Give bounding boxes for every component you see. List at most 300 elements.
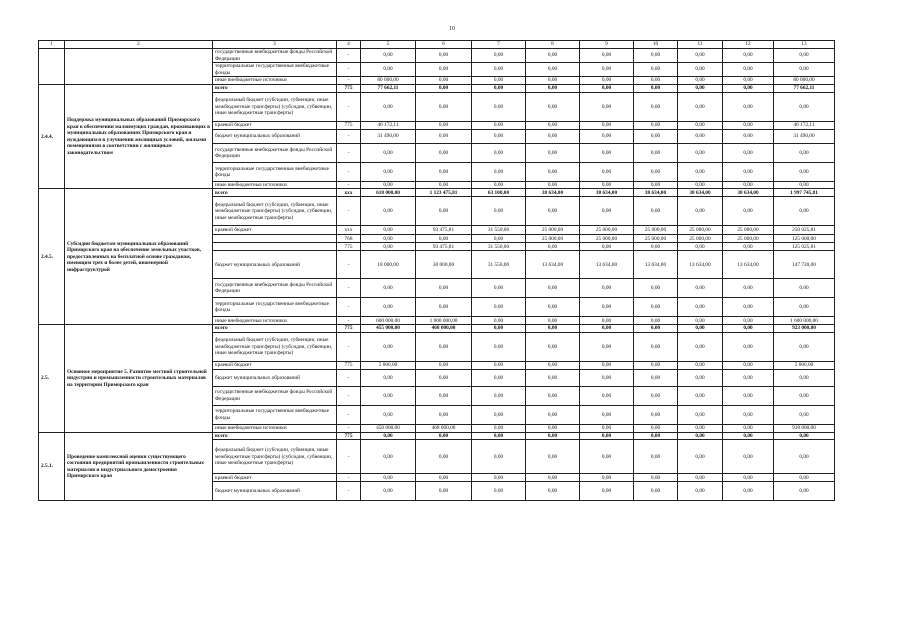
year-value: 0,00 (634, 144, 678, 163)
year-value: 0,00 (678, 386, 723, 405)
year-value: 0,00 (472, 440, 526, 474)
year-value: 0,00 (472, 49, 526, 63)
funding-source: краевой бюджет (213, 122, 337, 130)
year-value: 0,00 (416, 405, 472, 424)
year-value: 0,00 (723, 482, 774, 501)
year-value: 0,00 (416, 163, 472, 182)
year-value: 0,00 (472, 163, 526, 182)
total-value: 5 000,00 (774, 361, 835, 369)
item-name: Основное мероприятие 5. Развитие местной строительной индустрии и промышленности строительных материалов на территории Приморского края (65, 325, 213, 432)
year-value: 0,00 (526, 424, 580, 432)
year-value: 0,00 (361, 440, 416, 474)
year-value: 0,00 (723, 332, 774, 361)
total-value: 125 000,00 (774, 235, 835, 243)
year-value: 0,00 (472, 432, 526, 439)
column-header-4: 4 (337, 41, 361, 49)
funding-source: иные внебюджетные источники (213, 317, 337, 325)
year-value: 18 000,00 (361, 251, 416, 279)
funding-source: иные внебюджетные источники (213, 424, 337, 432)
total-value: 0,00 (774, 197, 835, 226)
budget-code: - (337, 298, 361, 317)
budget-code: - (337, 197, 361, 226)
year-value: 0,00 (526, 77, 580, 85)
year-value: 38 634,00 (580, 189, 634, 197)
year-value: 0,00 (723, 163, 774, 182)
year-value: 0,00 (678, 317, 723, 325)
column-header-8: 8 (526, 41, 580, 49)
year-value: 0,00 (723, 386, 774, 405)
year-value: 0,00 (580, 424, 634, 432)
year-value: 0,00 (472, 85, 526, 93)
funding-source: федеральный бюджет (субсидии, субвенции, иные межбюджетные трансферты) (субсидии, субвенции, иные межбюджетные трансферты) (213, 332, 337, 361)
budget-code: - (337, 386, 361, 405)
funding-source: государственные внебюджетные фонды Российской Федерации (213, 279, 337, 298)
year-value: 0,00 (361, 405, 416, 424)
budget-code: - (337, 369, 361, 386)
year-value: 0,00 (472, 144, 526, 163)
funding-source: территориальные государственные внебюджетные фонды (213, 63, 337, 77)
year-value: 0,00 (526, 130, 580, 144)
year-value: 0,00 (361, 235, 416, 243)
year-value: 0,00 (580, 482, 634, 501)
year-value: 0,00 (472, 325, 526, 332)
year-value: 0,00 (526, 325, 580, 332)
year-value: 0,00 (634, 317, 678, 325)
budget-code: 775 (337, 85, 361, 93)
year-value: 0,00 (580, 163, 634, 182)
year-value: 0,00 (634, 77, 678, 85)
year-value: 0,00 (472, 405, 526, 424)
total-value: 0,00 (774, 474, 835, 482)
item-number: 2.5. (39, 325, 65, 432)
year-value: 0,00 (580, 298, 634, 317)
year-value: 0,00 (580, 130, 634, 144)
year-value: 0,00 (361, 226, 416, 235)
year-value: 0,00 (526, 440, 580, 474)
year-value: 13 634,00 (678, 251, 723, 279)
year-value: 0,00 (416, 369, 472, 386)
total-value: 0,00 (774, 386, 835, 405)
column-header-6: 6 (416, 41, 472, 49)
funding-source: всего (213, 432, 337, 439)
year-value: 0,00 (580, 369, 634, 386)
year-value: 13 634,00 (634, 251, 678, 279)
year-value: 0,00 (526, 93, 580, 122)
budget-code: - (337, 482, 361, 501)
year-value: 0,00 (472, 130, 526, 144)
year-value: 0,00 (634, 93, 678, 122)
year-value: 0,00 (580, 279, 634, 298)
year-value: 0,00 (580, 432, 634, 439)
year-value: 0,00 (678, 440, 723, 474)
year-value: 0,00 (580, 317, 634, 325)
budget-code: 775 (337, 243, 361, 251)
year-value: 0,00 (678, 482, 723, 501)
budget-code: - (337, 144, 361, 163)
year-value: 0,00 (723, 317, 774, 325)
table-row (39, 432, 835, 439)
year-value: 0,00 (634, 424, 678, 432)
year-value: 0,00 (634, 197, 678, 226)
year-value: 0,00 (526, 144, 580, 163)
year-value: 0,00 (416, 235, 472, 243)
year-value: 0,00 (472, 63, 526, 77)
year-value: 0,00 (580, 77, 634, 85)
year-value: 0,00 (361, 482, 416, 501)
year-value: 0,00 (634, 474, 678, 482)
column-header-7: 7 (472, 41, 526, 49)
year-value: 25 000,00 (723, 226, 774, 235)
year-value: 0,00 (723, 432, 774, 439)
year-value: 0,00 (634, 386, 678, 405)
year-value: 0,00 (472, 235, 526, 243)
year-value: 0,00 (723, 440, 774, 474)
funding-source: иные внебюджетные источники (213, 77, 337, 85)
total-value: 0,00 (774, 332, 835, 361)
budget-code: - (337, 182, 361, 189)
year-value: 0,00 (526, 63, 580, 77)
year-value: 13 634,00 (580, 251, 634, 279)
year-value: 0,00 (472, 93, 526, 122)
budget-code: - (337, 405, 361, 424)
year-value: 0,00 (634, 85, 678, 93)
budget-code: 775 (337, 361, 361, 369)
year-value: 38 634,00 (526, 189, 580, 197)
table-row (39, 325, 835, 332)
year-value: 0,00 (723, 243, 774, 251)
year-value: 0,00 (580, 361, 634, 369)
header-row (39, 41, 835, 49)
year-value: 0,00 (526, 482, 580, 501)
year-value: 0,00 (416, 279, 472, 298)
year-value: 0,00 (472, 361, 526, 369)
budget-code: - (337, 130, 361, 144)
year-value: 468 000,00 (416, 424, 472, 432)
year-value: 25 000,00 (526, 235, 580, 243)
funding-source (213, 235, 337, 243)
year-value: 25 000,00 (526, 226, 580, 235)
total-value: 250 025,81 (774, 226, 835, 235)
year-value: 0,00 (580, 405, 634, 424)
year-value: 0,00 (526, 243, 580, 251)
year-value: 0,00 (416, 130, 472, 144)
year-value: 0,00 (723, 369, 774, 386)
year-value: 0,00 (678, 361, 723, 369)
budget-code: - (337, 317, 361, 325)
budget-code: - (337, 77, 361, 85)
total-value: 125 025,81 (774, 243, 835, 251)
year-value: 0,00 (580, 93, 634, 122)
budget-code: - (337, 163, 361, 182)
year-value: 80 000,00 (361, 77, 416, 85)
year-value: 0,00 (472, 317, 526, 325)
year-value: 0,00 (723, 361, 774, 369)
year-value: 0,00 (526, 279, 580, 298)
year-value: 0,00 (472, 424, 526, 432)
column-header-3: 3 (213, 41, 337, 49)
budget-code: - (337, 279, 361, 298)
year-value: 0,00 (416, 332, 472, 361)
year-value: 0,00 (723, 325, 774, 332)
total-value: 46 172,11 (774, 122, 835, 130)
year-value: 0,00 (472, 182, 526, 189)
year-value: 0,00 (678, 424, 723, 432)
year-value: 0,00 (416, 144, 472, 163)
table-row (39, 85, 835, 93)
funding-source: краевой бюджет (213, 474, 337, 482)
year-value: 0,00 (361, 279, 416, 298)
funding-source: территориальные государственные внебюджетные фонды (213, 298, 337, 317)
budget-code: - (337, 63, 361, 77)
total-value: 80 000,00 (774, 77, 835, 85)
year-value: 0,00 (526, 332, 580, 361)
item-name (65, 49, 213, 85)
year-value: 0,00 (723, 197, 774, 226)
year-value: 0,00 (678, 332, 723, 361)
total-value: 0,00 (774, 63, 835, 77)
total-value: 0,00 (774, 49, 835, 63)
year-value: 0,00 (723, 77, 774, 85)
year-value: 600 000,00 (361, 317, 416, 325)
year-value: 0,00 (580, 243, 634, 251)
year-value: 0,00 (634, 279, 678, 298)
year-value: 0,00 (472, 369, 526, 386)
budget-code: - (337, 474, 361, 482)
funding-source: федеральный бюджет (субсидии, субвенции, иные межбюджетные трансферты) (субсидии, субвенции, иные межбюджетные трансферты) (213, 440, 337, 474)
year-value: 0,00 (678, 405, 723, 424)
total-value: 0,00 (774, 432, 835, 439)
funding-source: государственные внебюджетные фонды Российской Федерации (213, 386, 337, 405)
year-value: 0,00 (634, 432, 678, 439)
year-value: 0,00 (723, 63, 774, 77)
year-value: 0,00 (416, 93, 472, 122)
item-number: 2.5.1. (39, 432, 65, 500)
funding-source: всего (213, 325, 337, 332)
year-value: 0,00 (580, 386, 634, 405)
year-value: 63 100,00 (472, 189, 526, 197)
year-value: 0,00 (361, 49, 416, 63)
year-value: 0,00 (634, 440, 678, 474)
year-value: 13 634,00 (723, 251, 774, 279)
year-value: 0,00 (678, 144, 723, 163)
year-value: 0,00 (723, 85, 774, 93)
total-value: 1 997 745,81 (774, 189, 835, 197)
funding-source: территориальные государственные внебюджетные фонды (213, 163, 337, 182)
year-value: 0,00 (526, 163, 580, 182)
year-value: 0,00 (526, 298, 580, 317)
year-value: 0,00 (526, 182, 580, 189)
budget-code: - (337, 93, 361, 122)
item-number: 2.4.5. (39, 189, 65, 325)
year-value: 25 000,00 (678, 226, 723, 235)
year-value: 77 662,11 (361, 85, 416, 93)
year-value: 0,00 (580, 49, 634, 63)
year-value: 0,00 (526, 405, 580, 424)
table-body (39, 49, 835, 501)
total-value: 0,00 (774, 163, 835, 182)
year-value: 0,00 (634, 332, 678, 361)
year-value: 0,00 (526, 122, 580, 130)
year-value: 0,00 (472, 197, 526, 226)
funding-source: всего (213, 85, 337, 93)
year-value: 0,00 (678, 182, 723, 189)
year-value: 0,00 (678, 63, 723, 77)
column-header-5: 5 (361, 41, 416, 49)
year-value: 0,00 (472, 122, 526, 130)
year-value: 0,00 (416, 197, 472, 226)
year-value: 0,00 (634, 325, 678, 332)
year-value: 0,00 (361, 332, 416, 361)
year-value: 0,00 (678, 474, 723, 482)
column-header-2: 2 (65, 41, 213, 49)
year-value: 0,00 (678, 298, 723, 317)
total-value: 1 600 000,00 (774, 317, 835, 325)
year-value: 0,00 (678, 85, 723, 93)
year-value: 0,00 (472, 279, 526, 298)
year-value: 31 550,00 (472, 226, 526, 235)
year-value: 0,00 (678, 163, 723, 182)
year-value: 0,00 (472, 77, 526, 85)
total-value: 0,00 (774, 405, 835, 424)
year-value: 0,00 (634, 405, 678, 424)
year-value: 0,00 (526, 85, 580, 93)
year-value: 25 000,00 (678, 235, 723, 243)
funding-source: бюджет муниципальных образований (213, 482, 337, 501)
year-value: 0,00 (580, 325, 634, 332)
year-value: 0,00 (678, 130, 723, 144)
year-value: 0,00 (678, 369, 723, 386)
year-value: 5 000,00 (361, 361, 416, 369)
year-value: 0,00 (723, 405, 774, 424)
total-value: 31 490,00 (774, 130, 835, 144)
column-header-11: 11 (678, 41, 723, 49)
budget-code: - (337, 251, 361, 279)
year-value: 0,00 (416, 49, 472, 63)
year-value: 0,00 (723, 144, 774, 163)
total-value: 918 000,00 (774, 424, 835, 432)
year-value: 0,00 (723, 122, 774, 130)
year-value: 31 550,00 (472, 251, 526, 279)
funding-source (213, 243, 337, 251)
year-value: 0,00 (416, 361, 472, 369)
year-value: 0,00 (361, 474, 416, 482)
year-value: 38 634,00 (678, 189, 723, 197)
year-value: 0,00 (472, 482, 526, 501)
year-value: 0,00 (634, 130, 678, 144)
budget-code: 775 (337, 432, 361, 439)
funding-source: государственные внебюджетные фонды Российской Федерации (213, 49, 337, 63)
column-header-12: 12 (723, 41, 774, 49)
table-row (39, 49, 835, 63)
year-value: 0,00 (678, 49, 723, 63)
year-value: 0,00 (361, 369, 416, 386)
year-value: 0,00 (472, 332, 526, 361)
year-value: 0,00 (634, 182, 678, 189)
page-number: 10 (449, 26, 455, 32)
year-value: 0,00 (416, 85, 472, 93)
year-value: 0,00 (526, 369, 580, 386)
year-value: 0,00 (723, 298, 774, 317)
year-value: 93 475,81 (416, 243, 472, 251)
year-value: 0,00 (634, 163, 678, 182)
budget-code: - (337, 440, 361, 474)
year-value: 0,00 (634, 122, 678, 130)
year-value: 468 000,00 (416, 325, 472, 332)
year-value: 0,00 (416, 474, 472, 482)
budget-code: 775 (337, 122, 361, 130)
budget-code: - (337, 332, 361, 361)
year-value: 30 000,00 (416, 251, 472, 279)
year-value: 25 000,00 (634, 235, 678, 243)
year-value: 0,00 (580, 144, 634, 163)
year-value: 0,00 (580, 440, 634, 474)
year-value: 0,00 (580, 474, 634, 482)
year-value: 93 475,81 (416, 226, 472, 235)
total-value: 923 000,00 (774, 325, 835, 332)
total-value: 0,00 (774, 93, 835, 122)
year-value: 0,00 (678, 325, 723, 332)
total-value: 0,00 (774, 440, 835, 474)
year-value: 0,00 (361, 298, 416, 317)
year-value: 0,00 (472, 298, 526, 317)
funding-source: всего (213, 189, 337, 197)
funding-source: федеральный бюджет (субсидии, субвенции, иные межбюджетные трансферты) (субсидии, субвенции, иные межбюджетные трансферты) (213, 197, 337, 226)
year-value: 0,00 (634, 361, 678, 369)
year-value: 38 634,00 (723, 189, 774, 197)
year-value: 0,00 (580, 197, 634, 226)
year-value: 25 000,00 (580, 235, 634, 243)
year-value: 0,00 (361, 93, 416, 122)
budget-code: 775 (337, 325, 361, 332)
year-value: 31 490,00 (361, 130, 416, 144)
year-value: 0,00 (526, 197, 580, 226)
item-name: Поддержка муниципальных образований Приморского края в обеспечении малоимущих граждан, проживающих в муниципальных образованиях Приморского края и нуждающихся в улучшении жилищных условий, жилыми помещениями в соответствии с жилищным законодательством (65, 85, 213, 189)
total-value: 0,00 (774, 369, 835, 386)
year-value: 0,00 (361, 63, 416, 77)
column-header-1: 1 (39, 41, 65, 49)
budget-code: - (337, 49, 361, 63)
year-value: 0,00 (678, 197, 723, 226)
year-value: 0,00 (416, 386, 472, 405)
year-value: 0,00 (361, 144, 416, 163)
year-value: 25 000,00 (634, 226, 678, 235)
year-value: 0,00 (580, 182, 634, 189)
total-value: 0,00 (774, 182, 835, 189)
year-value: 0,00 (361, 182, 416, 189)
total-value: 0,00 (774, 279, 835, 298)
year-value: 0,00 (472, 386, 526, 405)
budget-code: ххх (337, 226, 361, 235)
year-value: 0,00 (526, 49, 580, 63)
year-value: 450 000,00 (361, 424, 416, 432)
total-value: 0,00 (774, 144, 835, 163)
funding-source: территориальные государственные внебюджетные фонды (213, 405, 337, 424)
year-value: 13 634,00 (526, 251, 580, 279)
column-header-13: 13 (774, 41, 835, 49)
funding-source: бюджет муниципальных образований (213, 251, 337, 279)
year-value: 0,00 (678, 122, 723, 130)
year-value: 0,00 (416, 482, 472, 501)
total-value: 0,00 (774, 482, 835, 501)
year-value: 0,00 (361, 432, 416, 439)
item-name: Субсидии бюджетам муниципальных образований Приморского края на обеспечение земельных участков, предоставленных на бесплатной основе гражданам, имеющим трех и более детей, инженерной инфраструктурой (65, 189, 213, 325)
funding-source: бюджет муниципальных образований (213, 369, 337, 386)
year-value: 0,00 (723, 130, 774, 144)
total-value: 0,00 (774, 298, 835, 317)
year-value: 0,00 (361, 386, 416, 405)
column-header-10: 10 (634, 41, 678, 49)
year-value: 0,00 (634, 482, 678, 501)
